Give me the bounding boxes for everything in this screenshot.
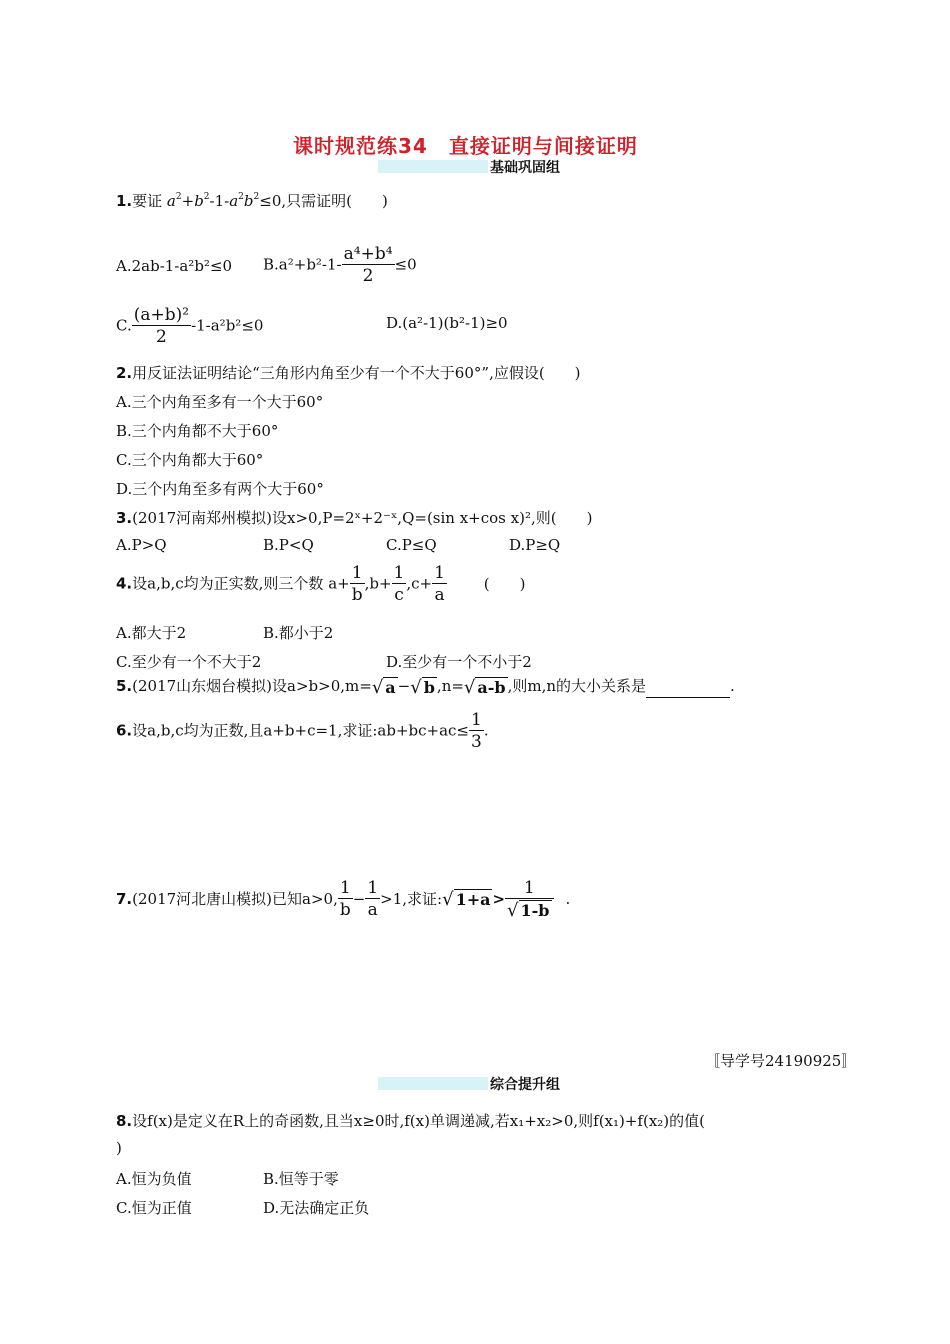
period: . xyxy=(565,889,571,908)
fraction-denominator: 2 xyxy=(155,327,167,347)
section-band xyxy=(378,1077,488,1090)
radicand: 1+a xyxy=(455,890,491,910)
question-8 xyxy=(116,1110,705,1131)
math-expression: $a^2+b^2-1-a^2b^2$ xyxy=(166,192,260,210)
question-number: 8. xyxy=(116,1112,133,1130)
fraction-numerator: 1 xyxy=(434,563,445,583)
question-stem: 设f(x)是定义在R上的奇函数,且当x≥0时,f(x)单调递减,若x₁+x₂>0,则f(x₁)+f(x₂)的值( xyxy=(132,1112,706,1130)
radical: √ 1+a xyxy=(442,889,491,911)
option-d: D.三个内角至多有两个大于60° xyxy=(116,480,324,498)
option-d: D.至少有一个不小于2 xyxy=(386,653,532,671)
option-b: B.都小于2 xyxy=(263,624,334,642)
question-4: 4.设a,b,c均为正实数,则三个数 a+ $\frac{1}{b}$ ,b+ $\frac{1}{c}$ ,c+ $\frac{1}{a}$ ( ) xyxy=(116,563,526,605)
option-b: B.三个内角都不大于60° xyxy=(116,422,279,440)
question-number: 7. xyxy=(116,889,133,908)
option-d: D.无法确定正负 xyxy=(263,1199,370,1217)
term-3: c+ xyxy=(411,574,433,593)
question-number: 3. xyxy=(116,509,133,527)
fraction xyxy=(469,710,484,753)
question-number: 4. xyxy=(116,574,133,593)
minus-sign: − xyxy=(352,889,366,908)
question-stem-mid: >1,求证: xyxy=(380,889,443,908)
question-stem: (2017河南郑州模拟)设x>0,P=2ˣ+2⁻ˣ,Q=(sin x+cos x)²,则( ) xyxy=(132,509,593,527)
period: . xyxy=(730,677,735,695)
fraction-denominator: 2 xyxy=(362,266,374,286)
radicand: a-b xyxy=(477,677,506,697)
term-1: a+ xyxy=(328,574,350,593)
question-1 xyxy=(116,190,388,211)
option-b: B.P<Q xyxy=(263,536,314,554)
option-b xyxy=(263,244,417,287)
fraction-denominator: b xyxy=(339,900,351,921)
fraction-denominator: a xyxy=(434,585,445,605)
greater-sign: > xyxy=(492,889,506,908)
question-stem: 用反证法证明结论“三角形内角至少有一个不大于60°”,应假设( ) xyxy=(132,364,581,382)
page-title: 课时规范练34 直接证明与间接证明 xyxy=(293,134,638,158)
question-6 xyxy=(116,710,489,753)
radicand: a xyxy=(385,677,396,697)
fraction-numerator: 1 xyxy=(471,710,482,730)
option-a: A.三个内角至多有一个大于60° xyxy=(116,393,324,411)
radical: √ a xyxy=(371,676,396,698)
option-c xyxy=(116,305,263,348)
fraction-denominator: a xyxy=(367,900,378,921)
fraction-numerator: 1 xyxy=(367,878,379,899)
answer-paren: ( ) xyxy=(483,574,526,593)
question-number: 1. xyxy=(116,192,133,210)
question-number: 6. xyxy=(116,721,133,740)
answer-blank xyxy=(646,683,730,698)
radicand: 1-b xyxy=(520,900,550,920)
fraction-numerator: a⁴+b⁴ xyxy=(343,244,393,264)
question-stem: 设a,b,c均为正实数,则三个数 xyxy=(132,574,324,593)
fraction-numerator: 1 xyxy=(338,878,353,899)
question-stem-tail: ,则m,n的大小关系是 xyxy=(507,677,647,695)
fraction-numerator: 1 xyxy=(505,878,553,899)
option-d: D.P≥Q xyxy=(509,536,561,554)
question-number: 5. xyxy=(116,677,133,695)
fraction xyxy=(365,878,380,921)
question-stem-cont: ) xyxy=(116,1139,122,1157)
option-b-suffix: ≤0 xyxy=(394,255,417,274)
section-heading-basic: 基础巩固组 xyxy=(490,160,560,176)
fraction-numerator: 1 xyxy=(350,563,365,584)
question-stem: 设a,b,c均为正数,且a+b+c=1,求证:ab+bc+ac≤ xyxy=(132,721,470,740)
option-c: C.恒为正值 xyxy=(116,1199,192,1217)
question-stem: (2017河北唐山模拟)已知a>0, xyxy=(132,889,338,908)
question-stem-tail: ≤0,只需证明( ) xyxy=(259,192,388,210)
option-b-prefix: B.a²+b²-1- xyxy=(263,255,342,274)
reference-number: 〚导学号24190925〛 xyxy=(705,1052,857,1070)
question-stem: 要证 xyxy=(132,192,167,210)
question-3 xyxy=(116,507,592,528)
fraction-denominator xyxy=(505,899,553,922)
question-stem-mid: ,n= xyxy=(436,677,464,695)
fraction xyxy=(338,878,353,921)
option-c-suffix: -1-a²b²≤0 xyxy=(191,316,264,335)
question-7 xyxy=(116,878,570,922)
question-number: 2. xyxy=(116,364,133,382)
section-heading-advanced: 综合提升组 xyxy=(490,1077,560,1093)
option-a: A.P>Q xyxy=(116,536,167,554)
fraction xyxy=(432,563,447,606)
fraction xyxy=(132,305,191,348)
radicand: b xyxy=(423,677,435,697)
option-a: A.都大于2 xyxy=(116,624,187,642)
option-d: D.(a²-1)(b²-1)≥0 xyxy=(386,314,508,332)
period: . xyxy=(483,721,489,740)
option-a: A.2ab-1-a²b²≤0 xyxy=(116,257,233,275)
option-b: B.恒等于零 xyxy=(263,1170,339,1188)
fraction xyxy=(392,563,407,606)
radical: √ a-b xyxy=(463,676,506,698)
section-band xyxy=(378,160,488,173)
fraction xyxy=(342,244,395,287)
option-c-prefix: C. xyxy=(116,316,132,335)
fraction xyxy=(350,563,365,606)
question-stem: (2017山东烟台模拟)设a>b>0,m= xyxy=(132,677,372,695)
fraction-numerator: (a+b)² xyxy=(133,305,190,325)
option-c: C.三个内角都大于60° xyxy=(116,451,264,469)
question-5: 5.(2017山东烟台模拟)设a>b>0,m=√ a −√ b ,n=√ a-b ,则m,n的大小关系是 . xyxy=(116,676,735,698)
fraction xyxy=(505,878,553,922)
fraction-denominator: c xyxy=(394,585,404,605)
fraction-numerator: 1 xyxy=(393,563,405,583)
question-2 xyxy=(116,362,581,383)
radical: √ b xyxy=(410,676,435,698)
fraction-denominator: 3 xyxy=(471,732,482,752)
option-a: A.恒为负值 xyxy=(116,1170,192,1188)
term-2: b+ xyxy=(369,574,392,593)
option-c: C.P≤Q xyxy=(386,536,437,554)
radical: √ 1-b xyxy=(507,899,550,921)
fraction-denominator: b xyxy=(351,585,363,605)
option-c: C.至少有一个不大于2 xyxy=(116,653,262,671)
